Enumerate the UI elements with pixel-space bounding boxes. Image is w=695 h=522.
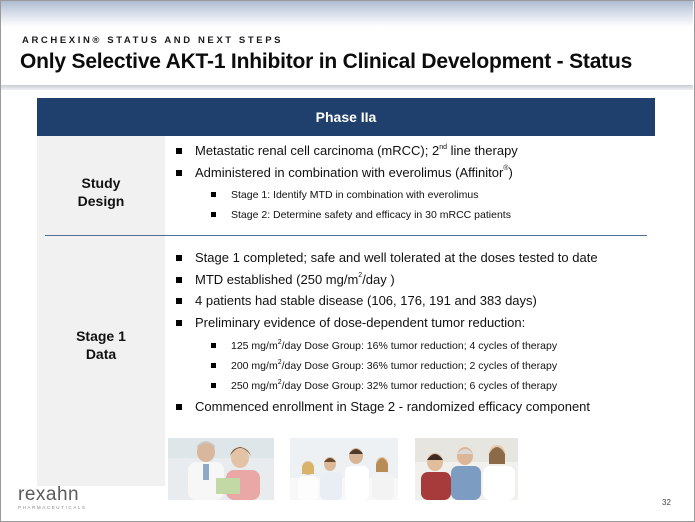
header-gradient-band <box>1 1 693 27</box>
slide-title: Only Selective AKT-1 Inhibitor in Clinical Development - Status <box>20 50 633 73</box>
sub-bullet-item: Stage 2: Determine safety and efficacy in 30 mRCC patients <box>209 205 669 225</box>
bullet-item: Administered in combination with everolimus (Affinitor®) <box>174 162 654 184</box>
bullet-item: Preliminary evidence of dose-dependent tumor reduction: <box>174 312 654 334</box>
row-label-line: Design <box>77 193 125 209</box>
logo-wordmark: rexahn <box>18 484 80 505</box>
logo-subtitle: PHARMACEUTICALS <box>18 505 87 510</box>
dose-group-bullets <box>209 336 669 396</box>
slide-kicker: ARCHEXIN® STATUS AND NEXT STEPS <box>22 35 284 46</box>
bullet-item: Commenced enrollment in Stage 2 - randomized efficacy component <box>174 396 654 418</box>
bullet-item: Stage 1 completed; safe and well tolerated at the doses tested to date <box>174 247 654 269</box>
title-divider <box>1 85 693 90</box>
stage1-last-bullet <box>174 396 654 418</box>
photo-medical-team <box>290 438 398 500</box>
row-label-line: Study <box>81 175 121 191</box>
page-number: 32 <box>662 498 671 507</box>
row-label-line: Data <box>85 346 117 362</box>
phase-table <box>37 98 655 486</box>
photo-nurse-seniors <box>415 438 518 500</box>
table-header: Phase IIa <box>37 98 655 136</box>
sub-bullet-item: Stage 1: Identify MTD in combination with everolimus <box>209 185 669 205</box>
study-design-sub-bullets <box>209 185 669 225</box>
stage1-bullets <box>174 247 654 333</box>
study-design-bullets <box>174 140 654 183</box>
row-label-stage1-data <box>37 327 165 363</box>
dose-group-item: 200 $mg/m^2$/day Dose Group: 36% tumor reduction; 2 cycles of therapy <box>209 356 669 376</box>
bullet-item: MTD established (250 $mg/m^2$/day ) <box>174 269 654 291</box>
photo-doctor-patient <box>168 438 274 500</box>
bullet-item: 4 patients had stable disease (106, 176, 191 and 383 days) <box>174 290 654 312</box>
bullet-item: Metastatic renal cell carcinoma (mRCC); 2nd line therapy <box>174 140 654 162</box>
dose-group-item: 250 $mg/m^2$/day Dose Group: 32% tumor reduction; 6 cycles of therapy <box>209 376 669 396</box>
dose-group-item: 125 $mg/m^2$/day Dose Group: 16% tumor reduction; 4 cycles of therapy <box>209 336 669 356</box>
row-label-line: Stage 1 <box>76 328 126 344</box>
row-label-study-design <box>37 174 165 210</box>
company-logo <box>18 485 87 510</box>
row-divider <box>45 235 647 236</box>
